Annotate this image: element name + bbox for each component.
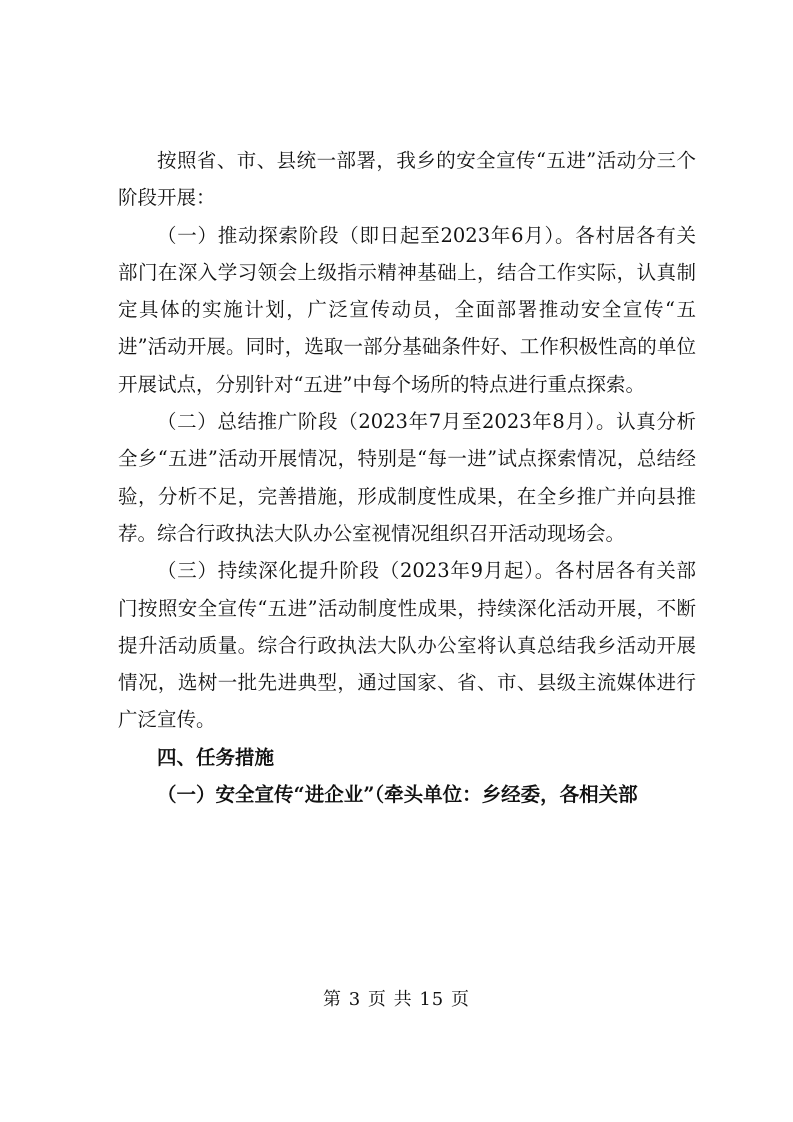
- paragraph-phase-three: （三）持续深化提升阶段（2023年9月起）。各村居各有关部门按照安全宣传“五进”活动制度性成果，持续深化活动开展，不断提升活动质量。综合行政执法大队办公室将认真总结我乡活动开展情况，选树一批先进典型，通过国家、省、市、县级主流媒体进行广泛宣传。: [118, 559, 696, 732]
- page-number-footer: 第 3 页 共 15 页: [323, 989, 470, 1010]
- paragraph-phase-two: （二）总结推广阶段（2023年7月至2023年8月）。认真分析全乡“五进”活动开展情况，特别是“每一进”试点探索情况，总结经验，分析不足，完善措施，形成制度性成果，在全乡推广并向县推荐。综合行政执法大队办公室视情况组织召开活动现场会。: [118, 410, 696, 545]
- paragraph-phase-one: （一）推动探索阶段（即日起至2023年6月）。各村居各有关部门在深入学习领会上级指示精神基础上，结合工作实际，认真制定具体的实施计划，广泛宣传动员，全面部署推动安全宣传“五进”活动开展。同时，选取一部分基础条件好、工作积极性高的单位开展试点，分别针对“五进”中每个场所的特点进行重点探索。: [118, 223, 696, 396]
- section-heading: 四、任务措施: [157, 745, 275, 769]
- paragraph-phases-intro: 按照省、市、县统一部署，我乡的安全宣传“五进”活动分三个阶段开展：: [118, 149, 696, 210]
- document-body: [118, 142, 696, 813]
- subsection-heading: （一）安全宣传“进企业”（牵头单位：乡经委，各相关部: [157, 783, 638, 807]
